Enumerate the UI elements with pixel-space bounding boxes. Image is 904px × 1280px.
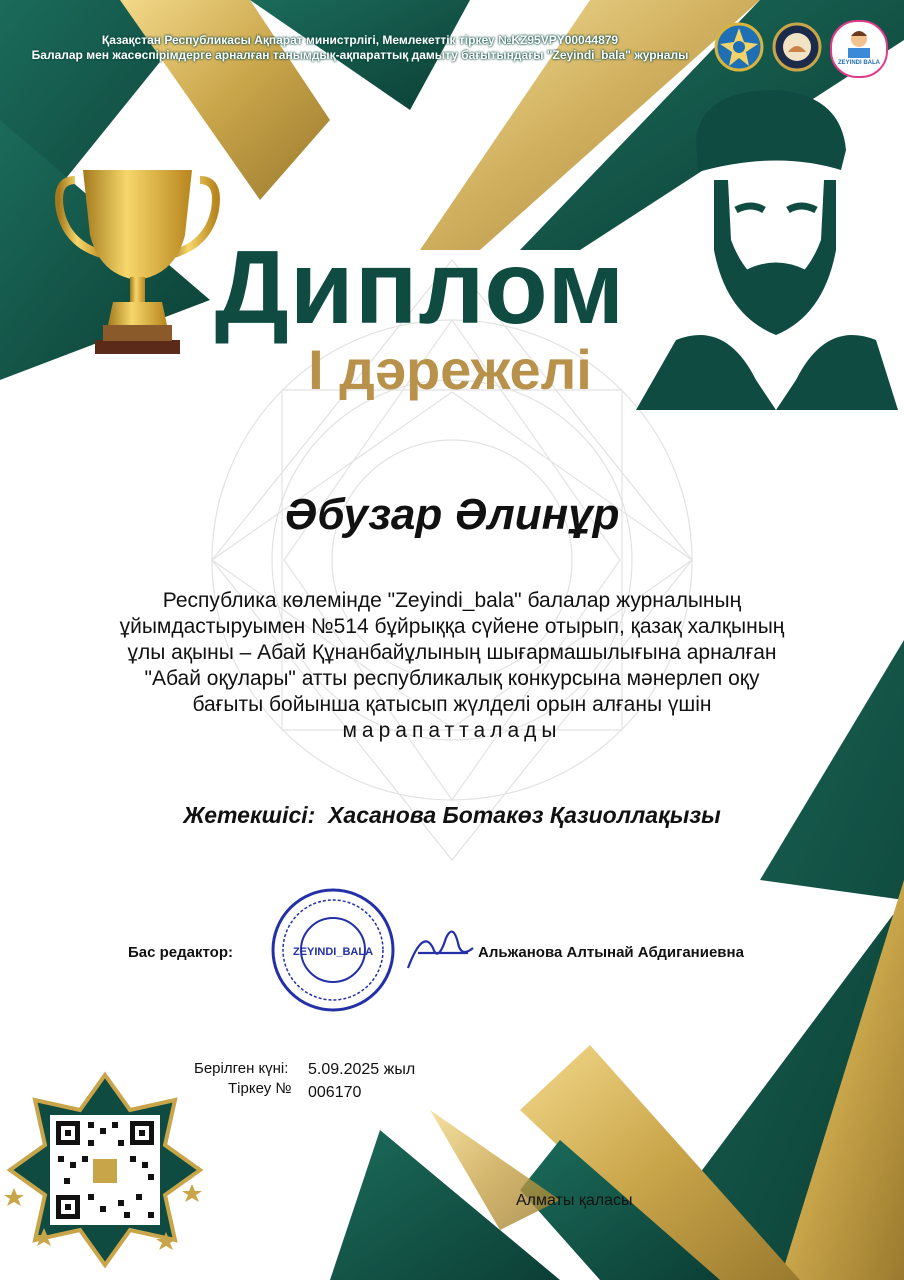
zeyindi-bala-logo [830,20,888,78]
award-text-line-1: Республика көлемінде "Zeyindi_bala" балалар журналының [162,589,742,612]
diploma-title: Диплом [214,230,626,346]
editor-name: Альжанова Алтынай Абдиганиевна [478,944,744,961]
award-text-line-6: марапатталады [342,719,562,742]
leader-name: Хасанова Ботакөз Қазиоллақызы [328,802,721,828]
award-text-line-4: "Абай оқулары" атты республикалық конкурсына мәнерлеп оқу [144,667,760,690]
zeyindi-bala-logo-text: ZEYINDI BALA [838,60,880,66]
child-reading-icon [832,24,886,64]
registration-label: Тіркеу № [228,1080,292,1097]
header-ministry-line: Қазақстан Республикасы Ақпарат министрлігі, Мемлекеттік тіркеу №KZ95VPY00044879 [101,33,619,47]
kazakhstan-emblem-icon [714,22,764,72]
poet-portrait-icon [636,80,898,415]
recipient-name: Әбузар Әлинұр [284,490,620,539]
editor-label: Бас редактор: [128,944,233,961]
leader-line [0,802,904,829]
city-label: Алматы қаласы [516,1192,633,1209]
journal-round-logo-icon [772,22,822,72]
header-journal-line: Балалар мен жасөспірімдерге арналған танымдық-ақпараттық дамыту бағытындағы "Zeyindi_bala" журналы [31,48,689,62]
issue-date-value: 5.09.2025 жыл [308,1061,416,1078]
leader-label: Жетекшісі: [183,802,316,828]
award-description [80,588,824,744]
award-text-line-2: ұйымдастыруымен №514 бұйрыққа сүйене отырып, қазақ халқының [119,615,785,638]
issue-date-label: Берілген күні: [194,1060,289,1077]
signature-mark [398,918,478,982]
award-text-line-5: бағыты бойынша қатысып жүлделі орын алғаны үшін [192,693,712,716]
official-stamp [268,885,398,1015]
trophy-icon [55,165,220,357]
registration-value: 006170 [308,1084,362,1101]
gold-stars-decoration [0,1180,210,1260]
stamp-center-text: ZEYINDI_BALA [292,946,374,958]
degree-label: І дәрежелі [308,338,592,401]
award-text-line-3: ұлы ақыны – Абай Құнанбайұлының шығармашылығына арналған [127,641,777,664]
